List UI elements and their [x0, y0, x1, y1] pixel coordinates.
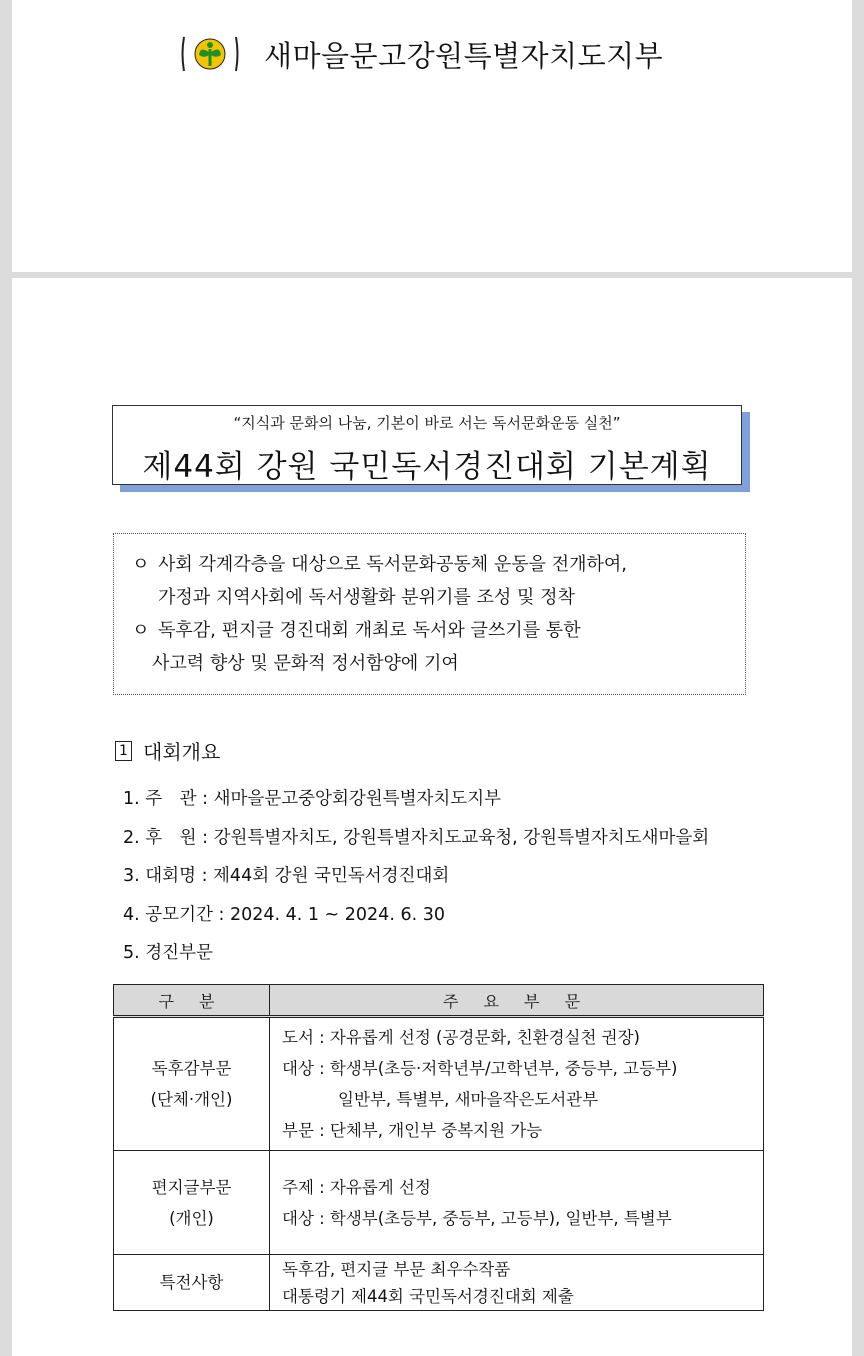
bullet-icon: ㅇ — [132, 620, 150, 641]
category-cell: 독후감부문 (단체·개인) — [114, 1017, 270, 1151]
column-header: 주 요 부 문 — [270, 985, 764, 1017]
overview-item: 1. 주 관 : 새마을문고중앙회강원특별자치도지부 — [123, 789, 502, 809]
table-header-row — [114, 985, 764, 1017]
document-page-body — [12, 278, 852, 1356]
category-cell: 편지글부문 (개인) — [114, 1151, 270, 1255]
table-row — [114, 1255, 764, 1311]
page-title: 제44회 강원 국민독서경진대회 기본계획 — [142, 449, 712, 485]
purpose-box — [113, 533, 746, 695]
overview-item: 4. 공모기간 : 2024. 4. 1 ~ 2024. 6. 30 — [123, 904, 445, 925]
title-box — [112, 405, 742, 485]
purpose-item: ㅇ 사회 각계각층을 대상으로 독서문화공동체 운동을 전개하여, — [132, 548, 745, 581]
description-cell: 독후감, 편지글 부문 최우수작품 대통령기 제44회 국민독서경진대회 제출 — [270, 1255, 764, 1311]
overview-item: 2. 후 원 : 강원특별자치도, 강원특별자치도교육청, 강원특별자치도새마을회 — [123, 827, 710, 848]
document-page-header — [12, 0, 852, 272]
section-heading — [115, 736, 220, 765]
section-number: 1 — [115, 741, 132, 761]
org-header — [178, 32, 663, 76]
overview-item: 5. 경진부문 — [123, 943, 213, 963]
section-title: 대회개요 — [143, 740, 221, 764]
org-name: 새마을문고강원특별자치도지부 — [264, 38, 664, 73]
purpose-item-continued: 사고력 향상 및 문화적 정서함양에 기여 — [152, 653, 459, 674]
table-row — [114, 1017, 764, 1151]
table-row — [114, 1151, 764, 1255]
description-cell: 주제 : 자유롭게 선정 대상 : 학생부(초등부, 중등부, 고등부), 일반부, 특별부 — [270, 1151, 764, 1255]
category-cell: 특전사항 — [114, 1255, 270, 1311]
description-cell: 도서 : 자유롭게 선정 (공경문화, 친환경실천 권장) 대상 : 학생부(초등·저학년부/고학년부, 중등부, 고등부) 일반부, 특별부, 새마을작은도서관부 부문 : 단체부, 개인부 중복지원 가능 — [270, 1017, 764, 1151]
slogan: “지식과 문화의 나눔, 기본이 바로 서는 독서문화운동 실천” — [233, 414, 621, 432]
saemaul-logo-icon — [178, 33, 242, 75]
overview-item: 3. 대회명 : 제44회 강원 국민독서경진대회 — [123, 866, 450, 886]
purpose-item-continued: 가정과 지역사회에 독서생활화 분위기를 조성 및 정착 — [158, 587, 575, 608]
bullet-icon: ㅇ — [132, 554, 150, 575]
purpose-item: ㅇ 독후감, 편지글 경진대회 개최로 독서와 글쓰기를 통한 — [132, 614, 745, 647]
competition-categories-table — [113, 984, 764, 1311]
overview-list — [123, 780, 709, 973]
column-header: 구 분 — [114, 985, 270, 1017]
